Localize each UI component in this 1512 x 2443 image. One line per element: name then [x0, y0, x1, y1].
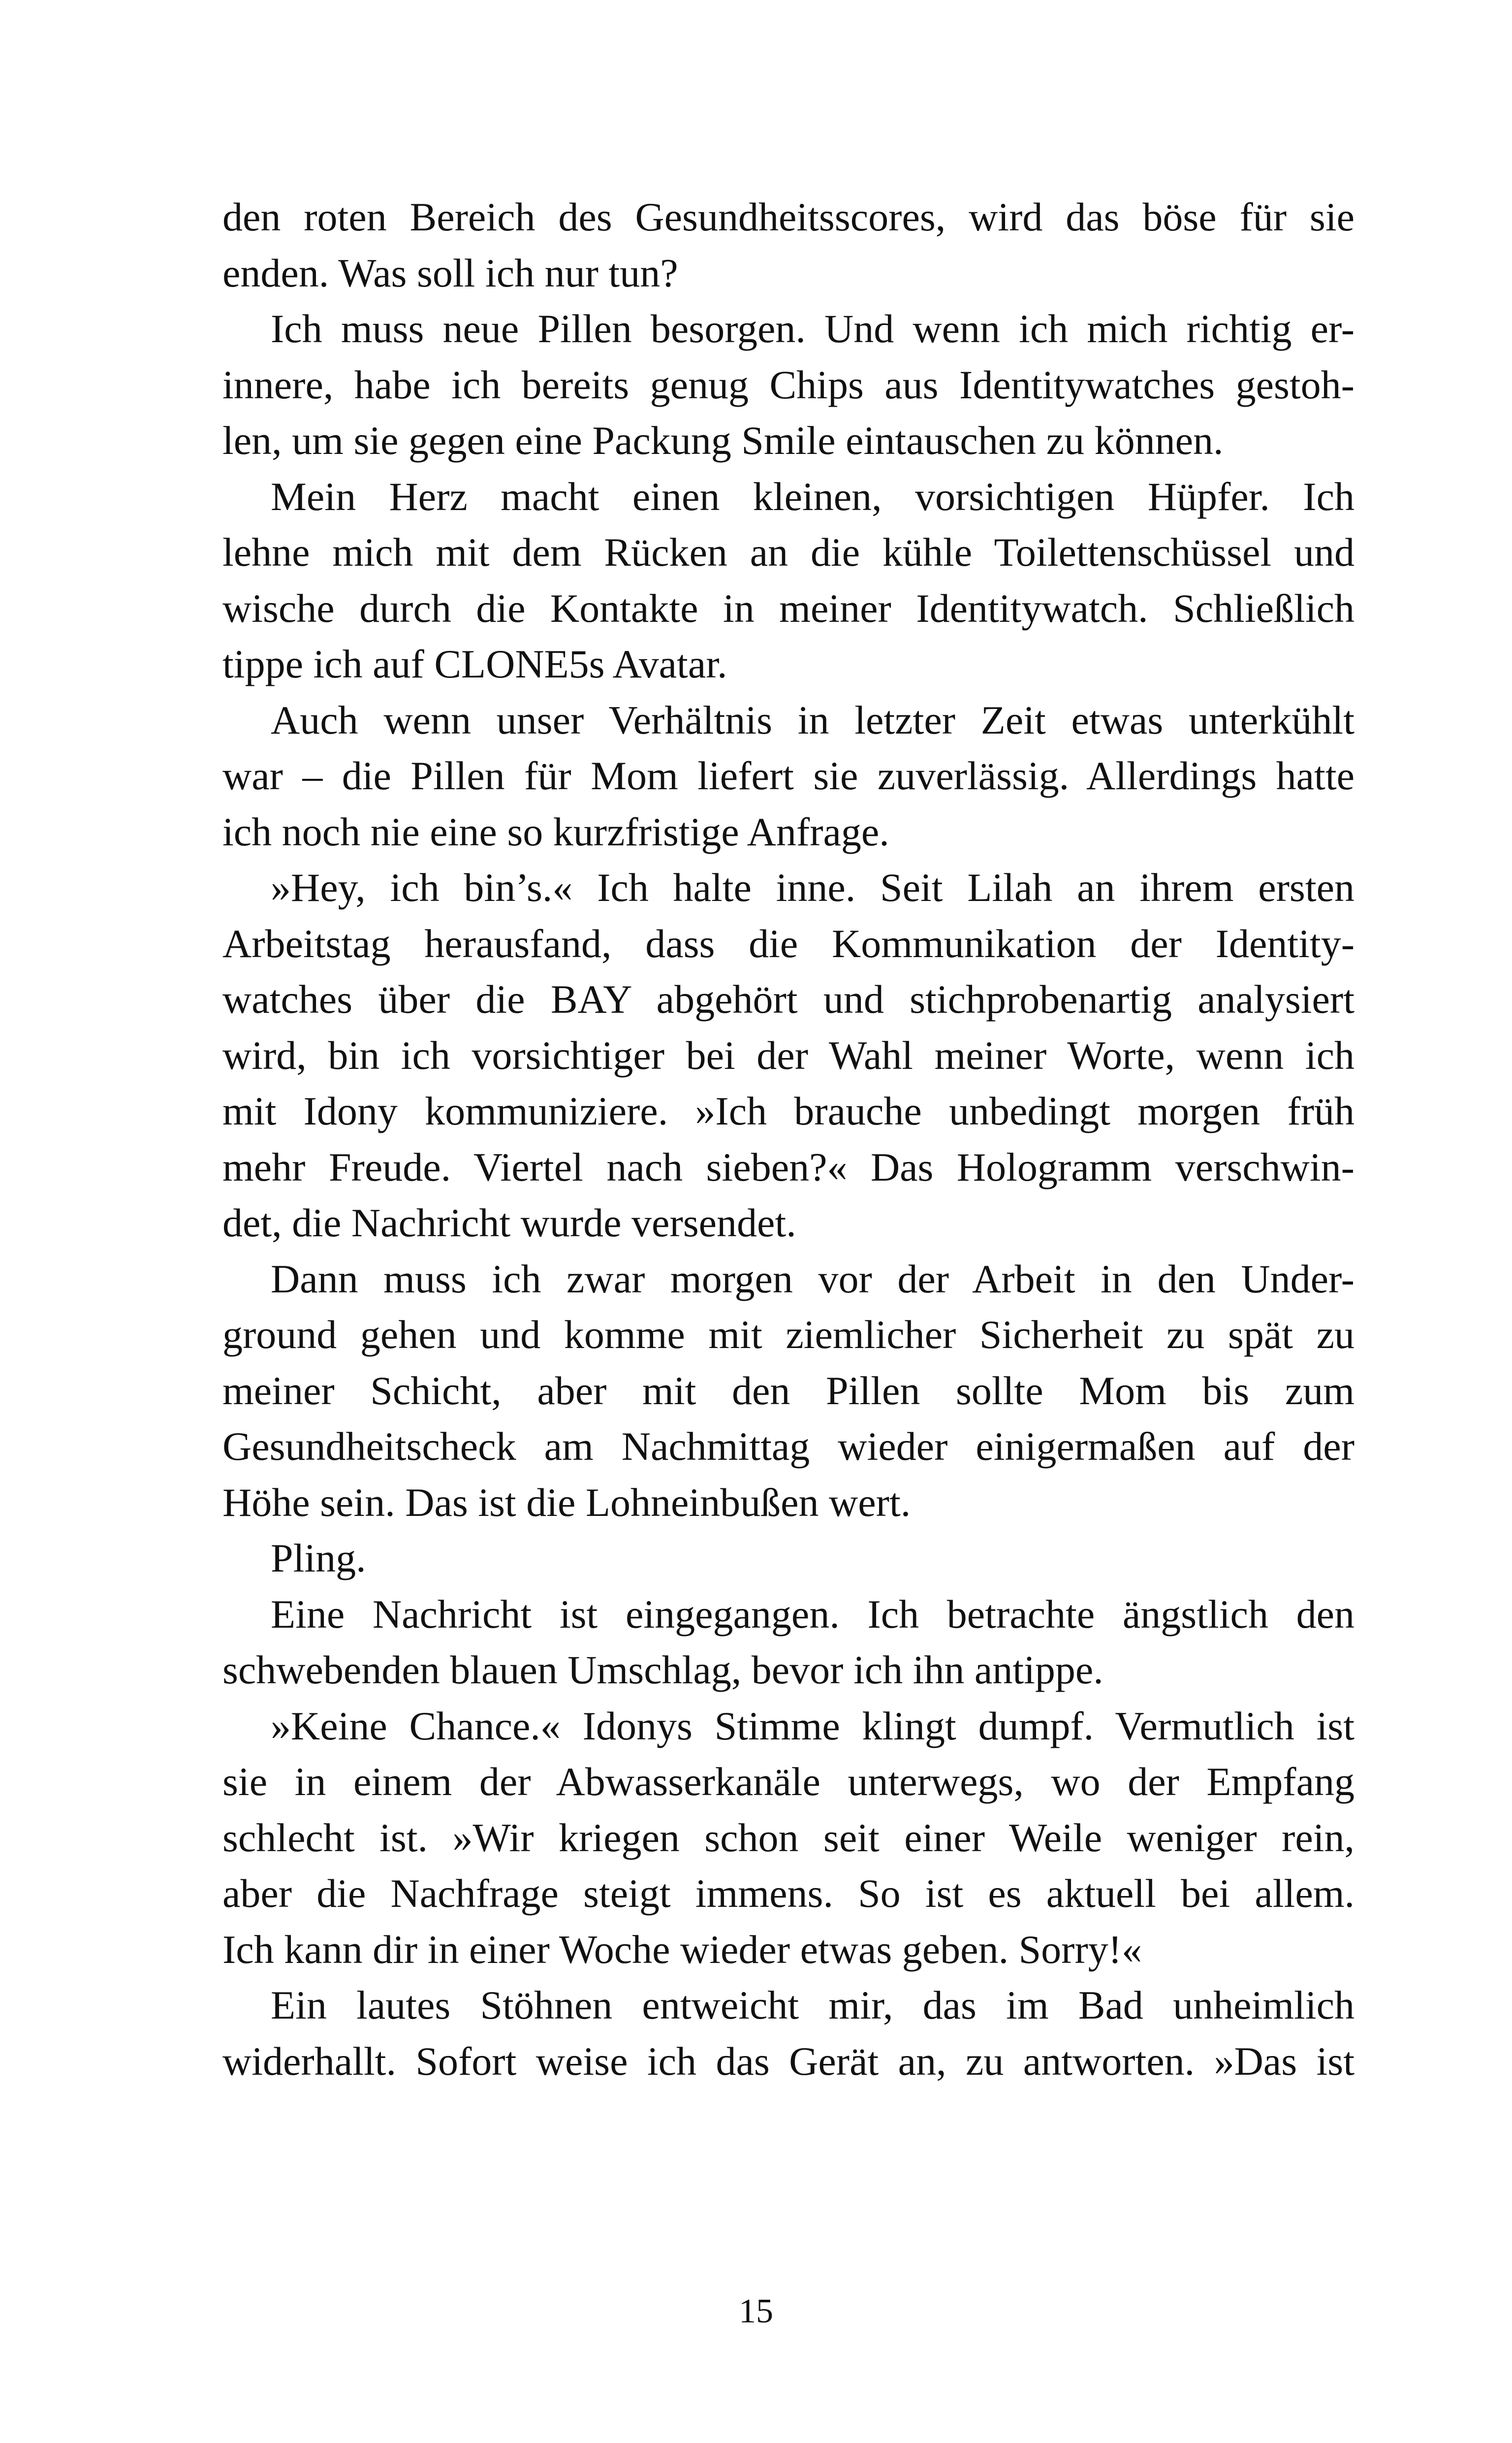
text-line: Ich kann dir in einer Woche wieder etwas geben. Sorry!«: [222, 1927, 1142, 1972]
text-line: »Keine Chance.« Idonys Stimme klingt dumpf. Vermutlich ist: [271, 1703, 1354, 1748]
text-line: »Hey, ich bin’s.« Ich halte inne. Seit Lilah an ihrem ersten: [271, 865, 1354, 910]
text-line: lehne mich mit dem Rücken an die kühle Toilettenschüssel und: [222, 530, 1354, 575]
text-line: mehr Freude. Viertel nach sieben?« Das Hologramm verschwin-: [222, 1144, 1354, 1189]
text-line: Eine Nachricht ist eingegangen. Ich betrachte ängstlich den: [271, 1591, 1354, 1637]
text-line: Arbeitstag herausfand, dass die Kommunikation der Identity-: [222, 921, 1354, 966]
text-line: Mein Herz macht einen kleinen, vorsichtigen Hüpfer. Ich: [271, 474, 1354, 519]
text-line: innere, habe ich bereits genug Chips aus Identitywatches gestoh-: [222, 362, 1354, 407]
text-line: Auch wenn unser Verhältnis in letzter Zeit etwas unterkühlt: [271, 697, 1354, 742]
text-line: sie in einem der Abwasserkanäle unterwegs, wo der Empfang: [222, 1759, 1354, 1804]
text-line: mit Idony kommuniziere. »Ich brauche unbedingt morgen früh: [222, 1089, 1354, 1133]
text-line: Gesundheitscheck am Nachmittag wieder einigermaßen auf der: [222, 1424, 1354, 1469]
text-line: ich noch nie eine so kurzfristige Anfrage.: [222, 809, 889, 854]
text-line: Ich muss neue Pillen besorgen. Und wenn ich mich richtig er-: [271, 306, 1354, 351]
text-line: widerhallt. Sofort weise ich das Gerät an, zu antworten. »Das ist: [222, 2038, 1354, 2084]
text-line: wird, bin ich vorsichtiger bei der Wahl meiner Worte, wenn ich: [222, 1032, 1354, 1078]
text-line: det, die Nachricht wurde versendet.: [222, 1200, 796, 1245]
text-line: meiner Schicht, aber mit den Pillen sollte Mom bis zum: [222, 1368, 1354, 1413]
text-line: enden. Was soll ich nur tun?: [222, 250, 678, 295]
text-line: ground gehen und komme mit ziemlicher Sicherheit zu spät zu: [222, 1312, 1354, 1357]
text-line: schlecht ist. »Wir kriegen schon seit einer Weile weniger rein,: [222, 1815, 1354, 1860]
text-line: schwebenden blauen Umschlag, bevor ich ihn antippe.: [222, 1647, 1103, 1692]
text-line: war – die Pillen für Mom liefert sie zuverlässig. Allerdings hatte: [222, 753, 1354, 798]
text-line: len, um sie gegen eine Packung Smile eintauschen zu können.: [222, 418, 1224, 463]
text-line: Höhe sein. Das ist die Lohneinbußen wert.: [222, 1479, 911, 1525]
text-line: Dann muss ich zwar morgen vor der Arbeit in den Under-: [271, 1256, 1354, 1301]
text-line: den roten Bereich des Gesundheitsscores, wird das böse für sie: [222, 194, 1354, 239]
text-line: aber die Nachfrage steigt immens. So ist es aktuell bei allem.: [222, 1871, 1354, 1916]
text-line: Ein lautes Stöhnen entweicht mir, das im Bad unheimlich: [271, 1983, 1354, 2027]
text-line: watches über die BAY abgehört und stichprobenartig analysiert: [222, 977, 1354, 1022]
text-line: Pling.: [271, 1536, 366, 1580]
body-text: [222, 189, 1354, 2089]
text-line: tippe ich auf CLONE5s Avatar.: [222, 642, 727, 686]
page-number: 15: [739, 2292, 773, 2330]
text-line: wische durch die Kontakte in meiner Identitywatch. Schließlich: [222, 585, 1354, 631]
